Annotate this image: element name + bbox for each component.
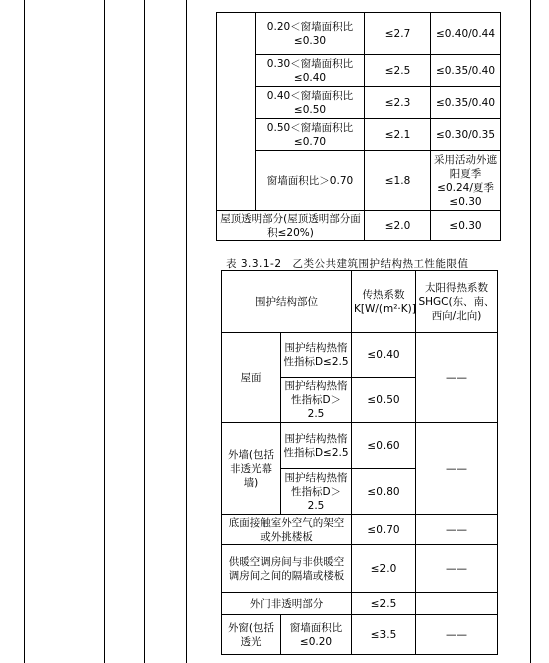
- k-cell: ≤2.5: [352, 593, 416, 615]
- table-row: [217, 211, 501, 241]
- window-label: 外窗(包括透光: [222, 615, 281, 655]
- outer-column-line: [186, 0, 187, 663]
- header-part: 围护结构部位: [222, 271, 352, 333]
- shgc-cell: ——: [416, 423, 498, 515]
- shgc-cell: 采用活动外遮阳夏季≤0.24/夏季≤0.30: [431, 151, 501, 211]
- condition-cell: 窗墙面积比≤0.20: [281, 615, 352, 655]
- shgc-cell: [416, 593, 498, 615]
- skylight-label: 屋顶透明部分(屋顶透明部分面积≤20%): [217, 211, 365, 241]
- table-row: [222, 615, 498, 655]
- wall-label: 外墙(包括非透光幕墙): [222, 423, 281, 515]
- shgc-cell: ——: [416, 545, 498, 593]
- k-cell: ≤0.80: [352, 469, 416, 515]
- k-cell: ≤0.40: [352, 333, 416, 378]
- k-cell: ≤2.0: [365, 211, 431, 241]
- table-row: [222, 515, 498, 545]
- k-cell: ≤2.3: [365, 87, 431, 119]
- table-row: [222, 545, 498, 593]
- table-row: [222, 423, 498, 469]
- header-k: 传热系数K[W/(m²·K)]: [352, 271, 416, 333]
- condition-cell: 围护结构热惰性指标D＞2.5: [281, 469, 352, 515]
- condition-cell: 围护结构热惰性指标D≤2.5: [281, 423, 352, 469]
- outer-column-line: [144, 0, 145, 663]
- table-row: [217, 151, 501, 211]
- k-cell: ≤0.50: [352, 378, 416, 423]
- condition-cell: 0.50＜窗墙面积比≤0.70: [256, 119, 365, 151]
- table-top: [216, 12, 501, 241]
- shgc-cell: ≤0.35/0.40: [431, 55, 501, 87]
- shgc-cell: ——: [416, 615, 498, 655]
- partition-label: 供暖空调房间与非供暖空调房间之间的隔墙或楼板: [222, 545, 352, 593]
- k-cell: ≤2.0: [352, 545, 416, 593]
- condition-cell: 围护结构热惰性指标D＞2.5: [281, 378, 352, 423]
- table-caption: 表 3.3.1-2 乙类公共建筑围护结构热工性能限值: [226, 258, 469, 270]
- shgc-cell: ≤0.30: [431, 211, 501, 241]
- table-row: [217, 55, 501, 87]
- shgc-cell: ≤0.35/0.40: [431, 87, 501, 119]
- floor-label: 底面接触室外空气的架空或外挑楼板: [222, 515, 352, 545]
- outer-column-line: [104, 0, 105, 663]
- condition-cell: 窗墙面积比＞0.70: [256, 151, 365, 211]
- condition-cell: 0.20＜窗墙面积比≤0.30: [256, 13, 365, 55]
- outer-column-line: [24, 0, 25, 663]
- condition-cell: 0.40＜窗墙面积比≤0.50: [256, 87, 365, 119]
- k-cell: ≤0.70: [352, 515, 416, 545]
- header-shgc: 太阳得热系数SHGC(东、南、西向/北向): [416, 271, 498, 333]
- shgc-cell: ≤0.30/0.35: [431, 119, 501, 151]
- table-bottom: [221, 270, 498, 655]
- outer-column-line: [530, 0, 531, 663]
- table-row: [217, 87, 501, 119]
- shgc-cell: ——: [416, 515, 498, 545]
- door-label: 外门非透明部分: [222, 593, 352, 615]
- k-cell: ≤3.5: [352, 615, 416, 655]
- table-row: [217, 13, 501, 55]
- k-cell: ≤1.8: [365, 151, 431, 211]
- shgc-cell: ——: [416, 333, 498, 423]
- table-row: [217, 119, 501, 151]
- condition-cell: 0.30＜窗墙面积比≤0.40: [256, 55, 365, 87]
- k-cell: ≤2.5: [365, 55, 431, 87]
- k-cell: ≤2.7: [365, 13, 431, 55]
- k-cell: ≤0.60: [352, 423, 416, 469]
- shgc-cell: ≤0.40/0.44: [431, 13, 501, 55]
- table-header-row: [222, 271, 498, 333]
- table-row: [222, 593, 498, 615]
- roof-label: 屋面: [222, 333, 281, 423]
- table-row: [222, 333, 498, 378]
- condition-cell: 围护结构热惰性指标D≤2.5: [281, 333, 352, 378]
- merged-blank-cell: [217, 13, 256, 211]
- k-cell: ≤2.1: [365, 119, 431, 151]
